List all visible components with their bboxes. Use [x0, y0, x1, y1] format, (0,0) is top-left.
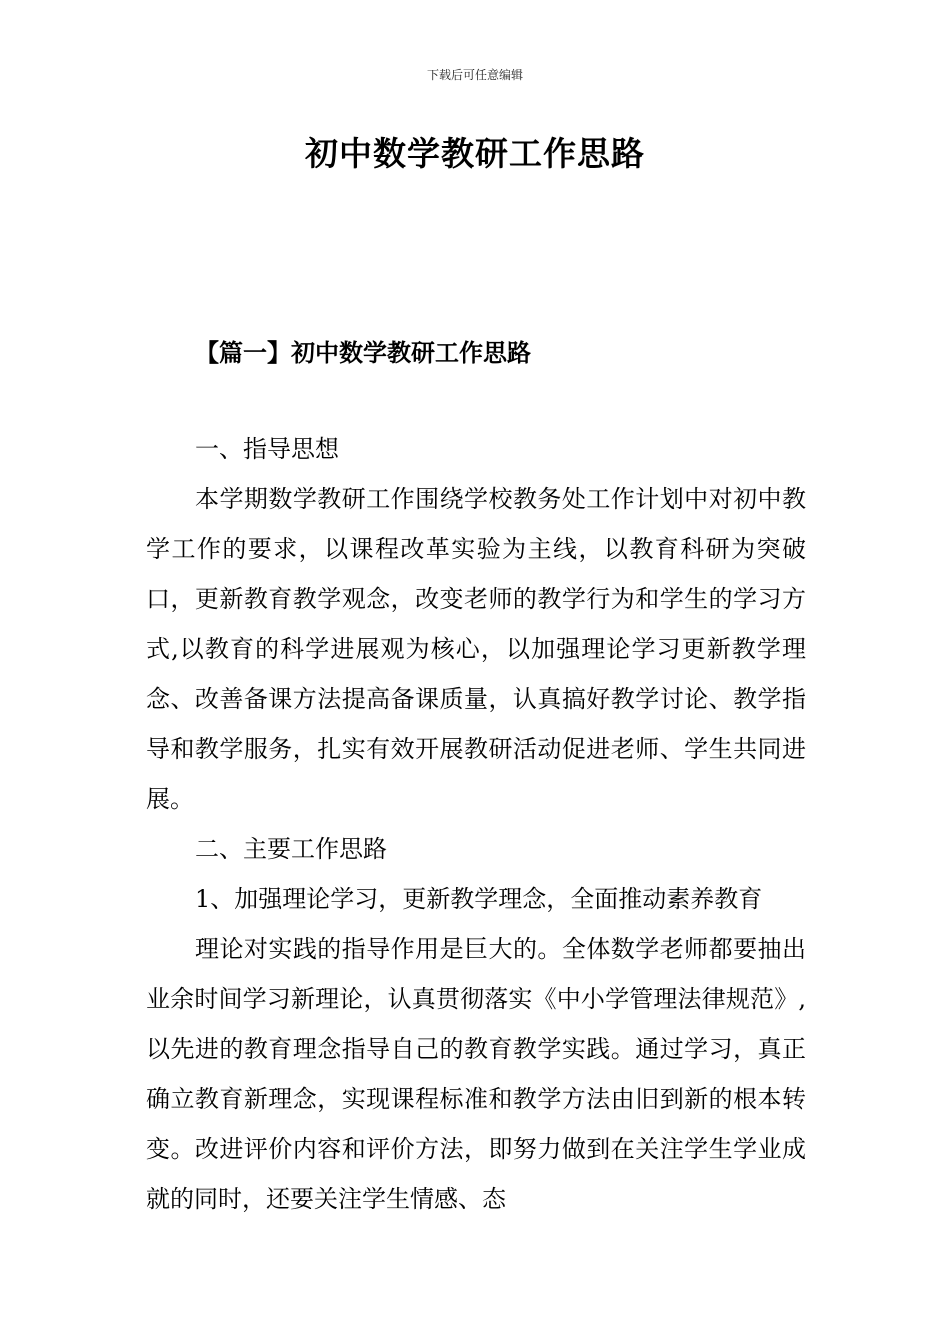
subheading-guiding-thought: 一、指导思想 — [195, 435, 339, 463]
document-body — [146, 424, 806, 1224]
subheading-theory-study: 1、加强理论学习，更新教学理念，全面推动素养教育 — [195, 885, 763, 913]
paragraph-theory-study: 理论对实践的指导作用是巨大的。全体数学老师都要抽出业余时间学习新理论，认真贯彻落实《中小学管理法律规范》,以先进的教育理念指导自己的教育教学实践。通过学习，真正确立教育新理念，实现课程标准和教学方法由旧到新的根本转变。改进评价内容和评价方法，即努力做到在关注学生学业成就的同时，还要关注学生情感、态 — [146, 935, 806, 1213]
paragraph-guiding-thought: 本学期数学教研工作围绕学校教务处工作计划中对初中教学工作的要求，以课程改革实验为主线，以教育科研为突破口，更新教育教学观念，改变老师的教学行为和学生的学习方式,以教育的科学进展观为核心，以加强理论学习更新教学理念、改善备课方法提高备课质量，认真搞好教学讨论、教学指导和教学服务，扎实有效开展教研活动促进老师、学生共同进展。 — [146, 485, 806, 813]
document-title: 初中数学教研工作思路 — [305, 134, 645, 173]
section-heading: 【篇一】初中数学教研工作思路 — [195, 338, 531, 367]
header-note: 下载后可任意编辑 — [426, 68, 523, 82]
subheading-main-work: 二、主要工作思路 — [195, 835, 387, 863]
